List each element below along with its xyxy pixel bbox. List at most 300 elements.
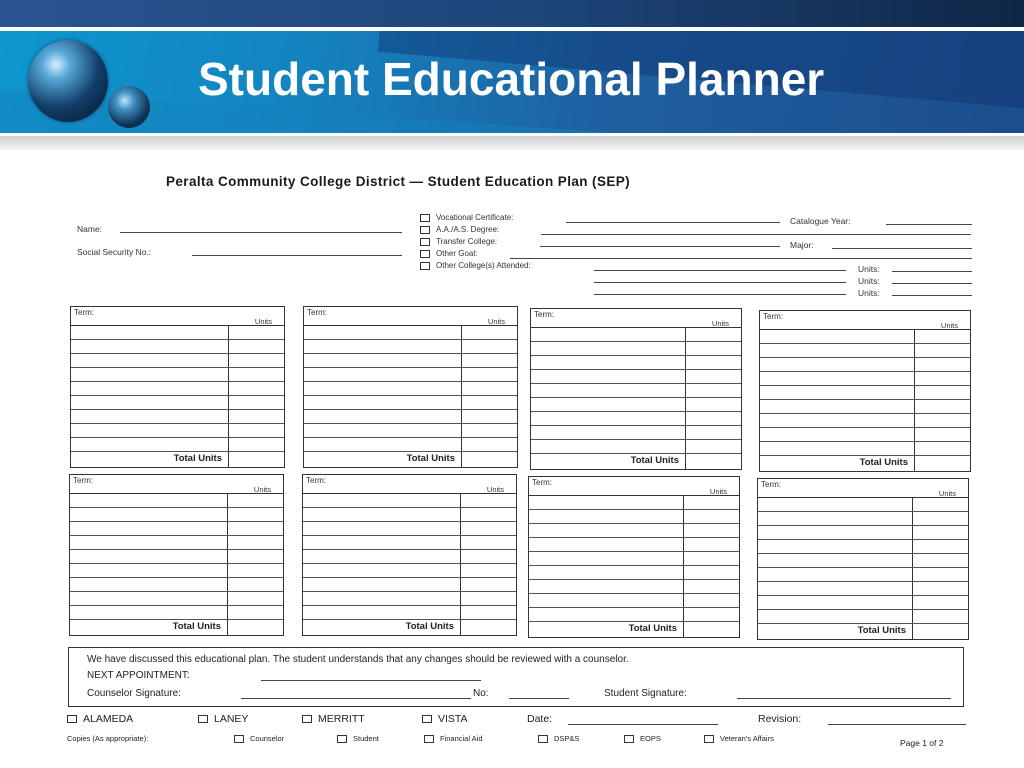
units-cell[interactable] bbox=[915, 358, 970, 371]
course-cell[interactable] bbox=[760, 442, 915, 455]
course-row[interactable] bbox=[529, 608, 739, 622]
course-row[interactable] bbox=[529, 566, 739, 580]
next-appointment-label: NEXT APPOINTMENT: bbox=[87, 670, 190, 681]
copies-label: Copies (As appropriate): bbox=[67, 734, 149, 743]
units-cell[interactable] bbox=[686, 356, 741, 369]
course-row[interactable] bbox=[531, 370, 741, 384]
units-cell[interactable] bbox=[462, 410, 517, 423]
course-cell[interactable] bbox=[71, 396, 229, 409]
course-cell[interactable] bbox=[760, 400, 915, 413]
units-cell[interactable] bbox=[686, 426, 741, 439]
course-row[interactable] bbox=[304, 340, 517, 354]
units-cell[interactable] bbox=[229, 340, 284, 353]
checkbox[interactable] bbox=[67, 715, 77, 723]
campus-merritt[interactable] bbox=[302, 713, 365, 725]
course-cell[interactable] bbox=[760, 414, 915, 427]
units-cell[interactable] bbox=[462, 368, 517, 381]
course-cell[interactable] bbox=[304, 396, 462, 409]
checkbox[interactable] bbox=[420, 238, 430, 246]
checkbox[interactable] bbox=[424, 735, 434, 743]
units-cell[interactable] bbox=[228, 522, 283, 535]
total-units-cell[interactable] bbox=[915, 456, 970, 471]
page-number: Page 1 of 2 bbox=[900, 738, 944, 748]
ssn-label: Social Security No.: bbox=[77, 247, 152, 257]
course-cell[interactable] bbox=[758, 568, 913, 581]
goal-transfer[interactable] bbox=[420, 237, 497, 246]
course-row[interactable] bbox=[758, 568, 968, 582]
catalogue-year-field[interactable] bbox=[886, 224, 972, 225]
field-line bbox=[594, 270, 846, 271]
course-cell[interactable] bbox=[71, 438, 229, 451]
course-row[interactable] bbox=[70, 522, 283, 536]
course-row[interactable] bbox=[529, 496, 739, 510]
term-table bbox=[759, 310, 971, 472]
course-row[interactable] bbox=[303, 606, 516, 620]
course-cell[interactable] bbox=[304, 424, 462, 437]
course-cell[interactable] bbox=[71, 368, 229, 381]
units-cell[interactable] bbox=[684, 524, 739, 537]
course-cell[interactable] bbox=[70, 508, 228, 521]
course-row[interactable] bbox=[531, 398, 741, 412]
course-cell[interactable] bbox=[71, 424, 229, 437]
units-cell[interactable] bbox=[462, 326, 517, 339]
units-cell[interactable] bbox=[229, 368, 284, 381]
units-cell[interactable] bbox=[229, 354, 284, 367]
units-cell[interactable] bbox=[461, 592, 516, 605]
units-cell[interactable] bbox=[684, 538, 739, 551]
total-units-cell[interactable] bbox=[913, 624, 968, 639]
units-cell[interactable] bbox=[686, 342, 741, 355]
course-cell[interactable] bbox=[529, 538, 684, 551]
units-cell[interactable] bbox=[462, 424, 517, 437]
units-cell[interactable] bbox=[915, 344, 970, 357]
units-cell[interactable] bbox=[461, 606, 516, 619]
goal-other-colleges[interactable] bbox=[420, 261, 531, 270]
course-row[interactable] bbox=[71, 326, 284, 340]
units-cell[interactable] bbox=[915, 330, 970, 343]
course-row[interactable] bbox=[303, 522, 516, 536]
units-cell[interactable] bbox=[228, 578, 283, 591]
course-cell[interactable] bbox=[70, 564, 228, 577]
course-row[interactable] bbox=[303, 494, 516, 508]
course-cell[interactable] bbox=[304, 368, 462, 381]
course-row[interactable] bbox=[531, 342, 741, 356]
course-cell[interactable] bbox=[71, 410, 229, 423]
course-row[interactable] bbox=[758, 610, 968, 624]
units-cell[interactable] bbox=[913, 554, 968, 567]
course-row[interactable] bbox=[531, 412, 741, 426]
course-row[interactable] bbox=[529, 552, 739, 566]
course-row[interactable] bbox=[304, 326, 517, 340]
course-cell[interactable] bbox=[760, 330, 915, 343]
units-cell[interactable] bbox=[228, 536, 283, 549]
units-cell[interactable] bbox=[228, 494, 283, 507]
major-field[interactable] bbox=[832, 248, 972, 249]
checkbox[interactable] bbox=[302, 715, 312, 723]
course-row[interactable] bbox=[303, 578, 516, 592]
course-cell[interactable] bbox=[303, 508, 461, 521]
term-header bbox=[304, 307, 517, 326]
course-row[interactable] bbox=[758, 582, 968, 596]
course-row[interactable] bbox=[529, 524, 739, 538]
units-cell[interactable] bbox=[228, 508, 283, 521]
course-row[interactable] bbox=[529, 580, 739, 594]
units-cell[interactable] bbox=[686, 398, 741, 411]
copy-student[interactable] bbox=[337, 734, 379, 743]
name-field[interactable] bbox=[120, 232, 402, 233]
course-cell[interactable] bbox=[758, 526, 913, 539]
course-row[interactable] bbox=[304, 424, 517, 438]
units-cell[interactable] bbox=[229, 326, 284, 339]
course-cell[interactable] bbox=[758, 498, 913, 511]
term-label: Term: bbox=[306, 476, 326, 485]
course-cell[interactable] bbox=[529, 510, 684, 523]
course-row[interactable] bbox=[304, 382, 517, 396]
units-cell[interactable] bbox=[686, 440, 741, 453]
course-cell[interactable] bbox=[529, 594, 684, 607]
course-row[interactable] bbox=[70, 592, 283, 606]
units-cell[interactable] bbox=[686, 370, 741, 383]
course-row[interactable] bbox=[531, 384, 741, 398]
units-cell[interactable] bbox=[461, 508, 516, 521]
field-line bbox=[594, 282, 846, 283]
course-cell[interactable] bbox=[758, 610, 913, 623]
course-row[interactable] bbox=[304, 410, 517, 424]
campus-label: ALAMEDA bbox=[83, 713, 134, 725]
term-label: Term: bbox=[763, 312, 783, 321]
units-cell[interactable] bbox=[684, 608, 739, 621]
course-row[interactable] bbox=[529, 510, 739, 524]
course-cell[interactable] bbox=[529, 580, 684, 593]
course-cell[interactable] bbox=[70, 522, 228, 535]
checkbox[interactable] bbox=[624, 735, 634, 743]
course-row[interactable] bbox=[70, 536, 283, 550]
goal-degree[interactable] bbox=[420, 225, 499, 234]
checkbox[interactable] bbox=[198, 715, 208, 723]
course-cell[interactable] bbox=[304, 354, 462, 367]
course-cell[interactable] bbox=[304, 382, 462, 395]
course-row[interactable] bbox=[531, 356, 741, 370]
course-cell[interactable] bbox=[70, 592, 228, 605]
units-cell[interactable] bbox=[915, 400, 970, 413]
course-cell[interactable] bbox=[71, 340, 229, 353]
course-row[interactable] bbox=[531, 328, 741, 342]
units-cell[interactable] bbox=[915, 414, 970, 427]
checkbox[interactable] bbox=[704, 735, 714, 743]
course-cell[interactable] bbox=[304, 326, 462, 339]
course-row[interactable] bbox=[71, 368, 284, 382]
units-cell[interactable] bbox=[462, 396, 517, 409]
units-cell[interactable] bbox=[913, 526, 968, 539]
units-cell[interactable] bbox=[228, 606, 283, 619]
campus-laney[interactable] bbox=[198, 713, 248, 725]
units-cell[interactable] bbox=[462, 354, 517, 367]
course-cell[interactable] bbox=[304, 340, 462, 353]
course-cell[interactable] bbox=[303, 550, 461, 563]
course-row[interactable] bbox=[760, 442, 970, 456]
units-cell[interactable] bbox=[229, 438, 284, 451]
course-row[interactable] bbox=[304, 396, 517, 410]
units-cell[interactable] bbox=[228, 564, 283, 577]
units-cell[interactable] bbox=[684, 552, 739, 565]
course-cell[interactable] bbox=[531, 356, 686, 369]
term-header bbox=[529, 477, 739, 496]
course-cell[interactable] bbox=[760, 428, 915, 441]
units-field[interactable] bbox=[892, 271, 972, 272]
total-units-cell[interactable] bbox=[684, 622, 739, 637]
units-cell[interactable] bbox=[684, 566, 739, 579]
course-row[interactable] bbox=[70, 508, 283, 522]
units-cell[interactable] bbox=[686, 384, 741, 397]
course-cell[interactable] bbox=[760, 344, 915, 357]
course-cell[interactable] bbox=[304, 438, 462, 451]
course-cell[interactable] bbox=[303, 592, 461, 605]
course-row[interactable] bbox=[71, 354, 284, 368]
total-units-label: Total Units bbox=[529, 622, 684, 637]
course-cell[interactable] bbox=[758, 540, 913, 553]
course-row[interactable] bbox=[70, 564, 283, 578]
course-cell[interactable] bbox=[758, 512, 913, 525]
course-row[interactable] bbox=[70, 606, 283, 620]
course-row[interactable] bbox=[760, 358, 970, 372]
term-header bbox=[70, 475, 283, 494]
course-cell[interactable] bbox=[71, 382, 229, 395]
units-cell[interactable] bbox=[462, 340, 517, 353]
units-cell[interactable] bbox=[462, 438, 517, 451]
course-cell[interactable] bbox=[531, 426, 686, 439]
course-row[interactable] bbox=[71, 424, 284, 438]
ssn-field[interactable] bbox=[192, 255, 402, 256]
course-cell[interactable] bbox=[71, 326, 229, 339]
course-row[interactable] bbox=[760, 414, 970, 428]
course-cell[interactable] bbox=[531, 342, 686, 355]
course-cell[interactable] bbox=[529, 552, 684, 565]
course-cell[interactable] bbox=[303, 564, 461, 577]
course-row[interactable] bbox=[531, 426, 741, 440]
course-cell[interactable] bbox=[760, 386, 915, 399]
course-cell[interactable] bbox=[531, 384, 686, 397]
course-row[interactable] bbox=[303, 564, 516, 578]
no-field[interactable] bbox=[509, 698, 569, 699]
units-header: Units bbox=[254, 317, 272, 326]
course-row[interactable] bbox=[758, 526, 968, 540]
units-cell[interactable] bbox=[913, 582, 968, 595]
course-row[interactable] bbox=[758, 596, 968, 610]
units-cell[interactable] bbox=[913, 512, 968, 525]
course-row[interactable] bbox=[758, 498, 968, 512]
course-row[interactable] bbox=[760, 344, 970, 358]
units-cell[interactable] bbox=[913, 596, 968, 609]
total-units-cell[interactable] bbox=[461, 620, 516, 635]
course-cell[interactable] bbox=[529, 608, 684, 621]
course-row[interactable] bbox=[760, 428, 970, 442]
course-row[interactable] bbox=[531, 440, 741, 454]
total-units-cell[interactable] bbox=[686, 454, 741, 469]
date-field[interactable] bbox=[568, 724, 718, 725]
units-cell[interactable] bbox=[915, 442, 970, 455]
units-header: Units bbox=[253, 485, 271, 494]
total-units-cell[interactable] bbox=[462, 452, 517, 467]
campus-vista[interactable] bbox=[422, 713, 468, 725]
course-row[interactable] bbox=[304, 438, 517, 452]
course-row[interactable] bbox=[70, 494, 283, 508]
units-cell[interactable] bbox=[684, 496, 739, 509]
counselor-signature-field[interactable] bbox=[241, 698, 471, 699]
total-units-label: Total Units bbox=[531, 454, 686, 469]
goal-label: Vocational Certificate: bbox=[436, 213, 514, 222]
units-cell[interactable] bbox=[228, 592, 283, 605]
units-cell[interactable] bbox=[229, 410, 284, 423]
course-cell[interactable] bbox=[758, 582, 913, 595]
units-cell[interactable] bbox=[461, 550, 516, 563]
checkbox[interactable] bbox=[420, 262, 430, 270]
checkbox[interactable] bbox=[234, 735, 244, 743]
total-units-label: Total Units bbox=[303, 620, 461, 635]
scanned-form bbox=[0, 150, 1024, 768]
course-cell[interactable] bbox=[303, 578, 461, 591]
large-orb-icon bbox=[28, 40, 108, 122]
units-cell[interactable] bbox=[229, 396, 284, 409]
total-row bbox=[303, 620, 516, 635]
term-header bbox=[760, 311, 970, 330]
name-label: Name: bbox=[77, 224, 103, 234]
term-label: Term: bbox=[532, 478, 552, 487]
course-cell[interactable] bbox=[531, 370, 686, 383]
course-cell[interactable] bbox=[531, 412, 686, 425]
course-row[interactable] bbox=[303, 508, 516, 522]
goal-vocational[interactable] bbox=[420, 213, 513, 222]
course-row[interactable] bbox=[758, 554, 968, 568]
units-label: Units: bbox=[858, 288, 880, 298]
units-cell[interactable] bbox=[684, 510, 739, 523]
course-row[interactable] bbox=[303, 592, 516, 606]
course-cell[interactable] bbox=[70, 578, 228, 591]
units-cell[interactable] bbox=[462, 382, 517, 395]
student-signature-field[interactable] bbox=[737, 698, 951, 699]
total-units-cell[interactable] bbox=[229, 452, 284, 467]
copy-label: DSP&S bbox=[554, 734, 580, 743]
units-cell[interactable] bbox=[686, 328, 741, 341]
course-row[interactable] bbox=[71, 382, 284, 396]
checkbox[interactable] bbox=[420, 226, 430, 234]
copy-counselor[interactable] bbox=[234, 734, 284, 743]
course-row[interactable] bbox=[304, 368, 517, 382]
course-cell[interactable] bbox=[531, 328, 686, 341]
units-cell[interactable] bbox=[228, 550, 283, 563]
course-cell[interactable] bbox=[304, 410, 462, 423]
checkbox[interactable] bbox=[422, 715, 432, 723]
course-row[interactable] bbox=[71, 410, 284, 424]
units-header: Units bbox=[940, 321, 958, 330]
form-title: Peralta Community College District — Student Education Plan (SEP) bbox=[166, 174, 631, 189]
course-cell[interactable] bbox=[760, 358, 915, 371]
checkbox[interactable] bbox=[538, 735, 548, 743]
checkbox[interactable] bbox=[420, 214, 430, 222]
course-cell[interactable] bbox=[529, 496, 684, 509]
course-row[interactable] bbox=[529, 538, 739, 552]
course-row[interactable] bbox=[758, 540, 968, 554]
total-units-cell[interactable] bbox=[228, 620, 283, 635]
units-cell[interactable] bbox=[915, 372, 970, 385]
course-row[interactable] bbox=[758, 512, 968, 526]
course-cell[interactable] bbox=[303, 606, 461, 619]
units-cell[interactable] bbox=[461, 536, 516, 549]
units-cell[interactable] bbox=[913, 610, 968, 623]
units-field[interactable] bbox=[892, 295, 972, 296]
course-row[interactable] bbox=[303, 550, 516, 564]
course-cell[interactable] bbox=[70, 536, 228, 549]
units-cell[interactable] bbox=[461, 578, 516, 591]
course-row[interactable] bbox=[71, 396, 284, 410]
units-field[interactable] bbox=[892, 283, 972, 284]
course-row[interactable] bbox=[760, 330, 970, 344]
revision-field[interactable] bbox=[828, 724, 966, 725]
course-row[interactable] bbox=[70, 578, 283, 592]
field-line bbox=[566, 222, 780, 223]
course-row[interactable] bbox=[304, 354, 517, 368]
course-cell[interactable] bbox=[758, 596, 913, 609]
course-cell[interactable] bbox=[531, 440, 686, 453]
course-row[interactable] bbox=[303, 536, 516, 550]
course-cell[interactable] bbox=[303, 536, 461, 549]
course-cell[interactable] bbox=[760, 372, 915, 385]
units-cell[interactable] bbox=[684, 594, 739, 607]
campus-alameda[interactable] bbox=[67, 713, 133, 725]
units-cell[interactable] bbox=[913, 568, 968, 581]
course-cell[interactable] bbox=[303, 522, 461, 535]
course-cell[interactable] bbox=[758, 554, 913, 567]
course-row[interactable] bbox=[70, 550, 283, 564]
course-cell[interactable] bbox=[303, 494, 461, 507]
units-cell[interactable] bbox=[913, 498, 968, 511]
copy-veterans-affairs[interactable] bbox=[704, 734, 774, 743]
course-cell[interactable] bbox=[70, 494, 228, 507]
course-cell[interactable] bbox=[531, 398, 686, 411]
course-cell[interactable] bbox=[70, 550, 228, 563]
units-cell[interactable] bbox=[229, 382, 284, 395]
total-units-label: Total Units bbox=[71, 452, 229, 467]
course-cell[interactable] bbox=[70, 606, 228, 619]
units-cell[interactable] bbox=[461, 494, 516, 507]
course-row[interactable] bbox=[760, 386, 970, 400]
units-cell[interactable] bbox=[915, 386, 970, 399]
checkbox[interactable] bbox=[420, 250, 430, 258]
units-cell[interactable] bbox=[461, 564, 516, 577]
course-cell[interactable] bbox=[529, 566, 684, 579]
units-cell[interactable] bbox=[913, 540, 968, 553]
goal-other[interactable] bbox=[420, 249, 477, 258]
units-cell[interactable] bbox=[229, 424, 284, 437]
course-row[interactable] bbox=[71, 340, 284, 354]
course-cell[interactable] bbox=[71, 354, 229, 367]
course-row[interactable] bbox=[71, 438, 284, 452]
units-cell[interactable] bbox=[461, 522, 516, 535]
course-cell[interactable] bbox=[529, 524, 684, 537]
copy-eops[interactable] bbox=[624, 734, 661, 743]
units-cell[interactable] bbox=[915, 428, 970, 441]
checkbox[interactable] bbox=[337, 735, 347, 743]
next-appointment-field[interactable] bbox=[261, 680, 481, 681]
agreement-statement: We have discussed this educational plan. The student understands that any changes should be reviewed with a counselor. bbox=[87, 654, 629, 665]
units-cell[interactable] bbox=[684, 580, 739, 593]
copy-dsps[interactable] bbox=[538, 734, 579, 743]
course-row[interactable] bbox=[760, 400, 970, 414]
course-row[interactable] bbox=[529, 594, 739, 608]
copy-label: Student bbox=[353, 734, 379, 743]
course-row[interactable] bbox=[760, 372, 970, 386]
copy-financial-aid[interactable] bbox=[424, 734, 483, 743]
units-cell[interactable] bbox=[686, 412, 741, 425]
